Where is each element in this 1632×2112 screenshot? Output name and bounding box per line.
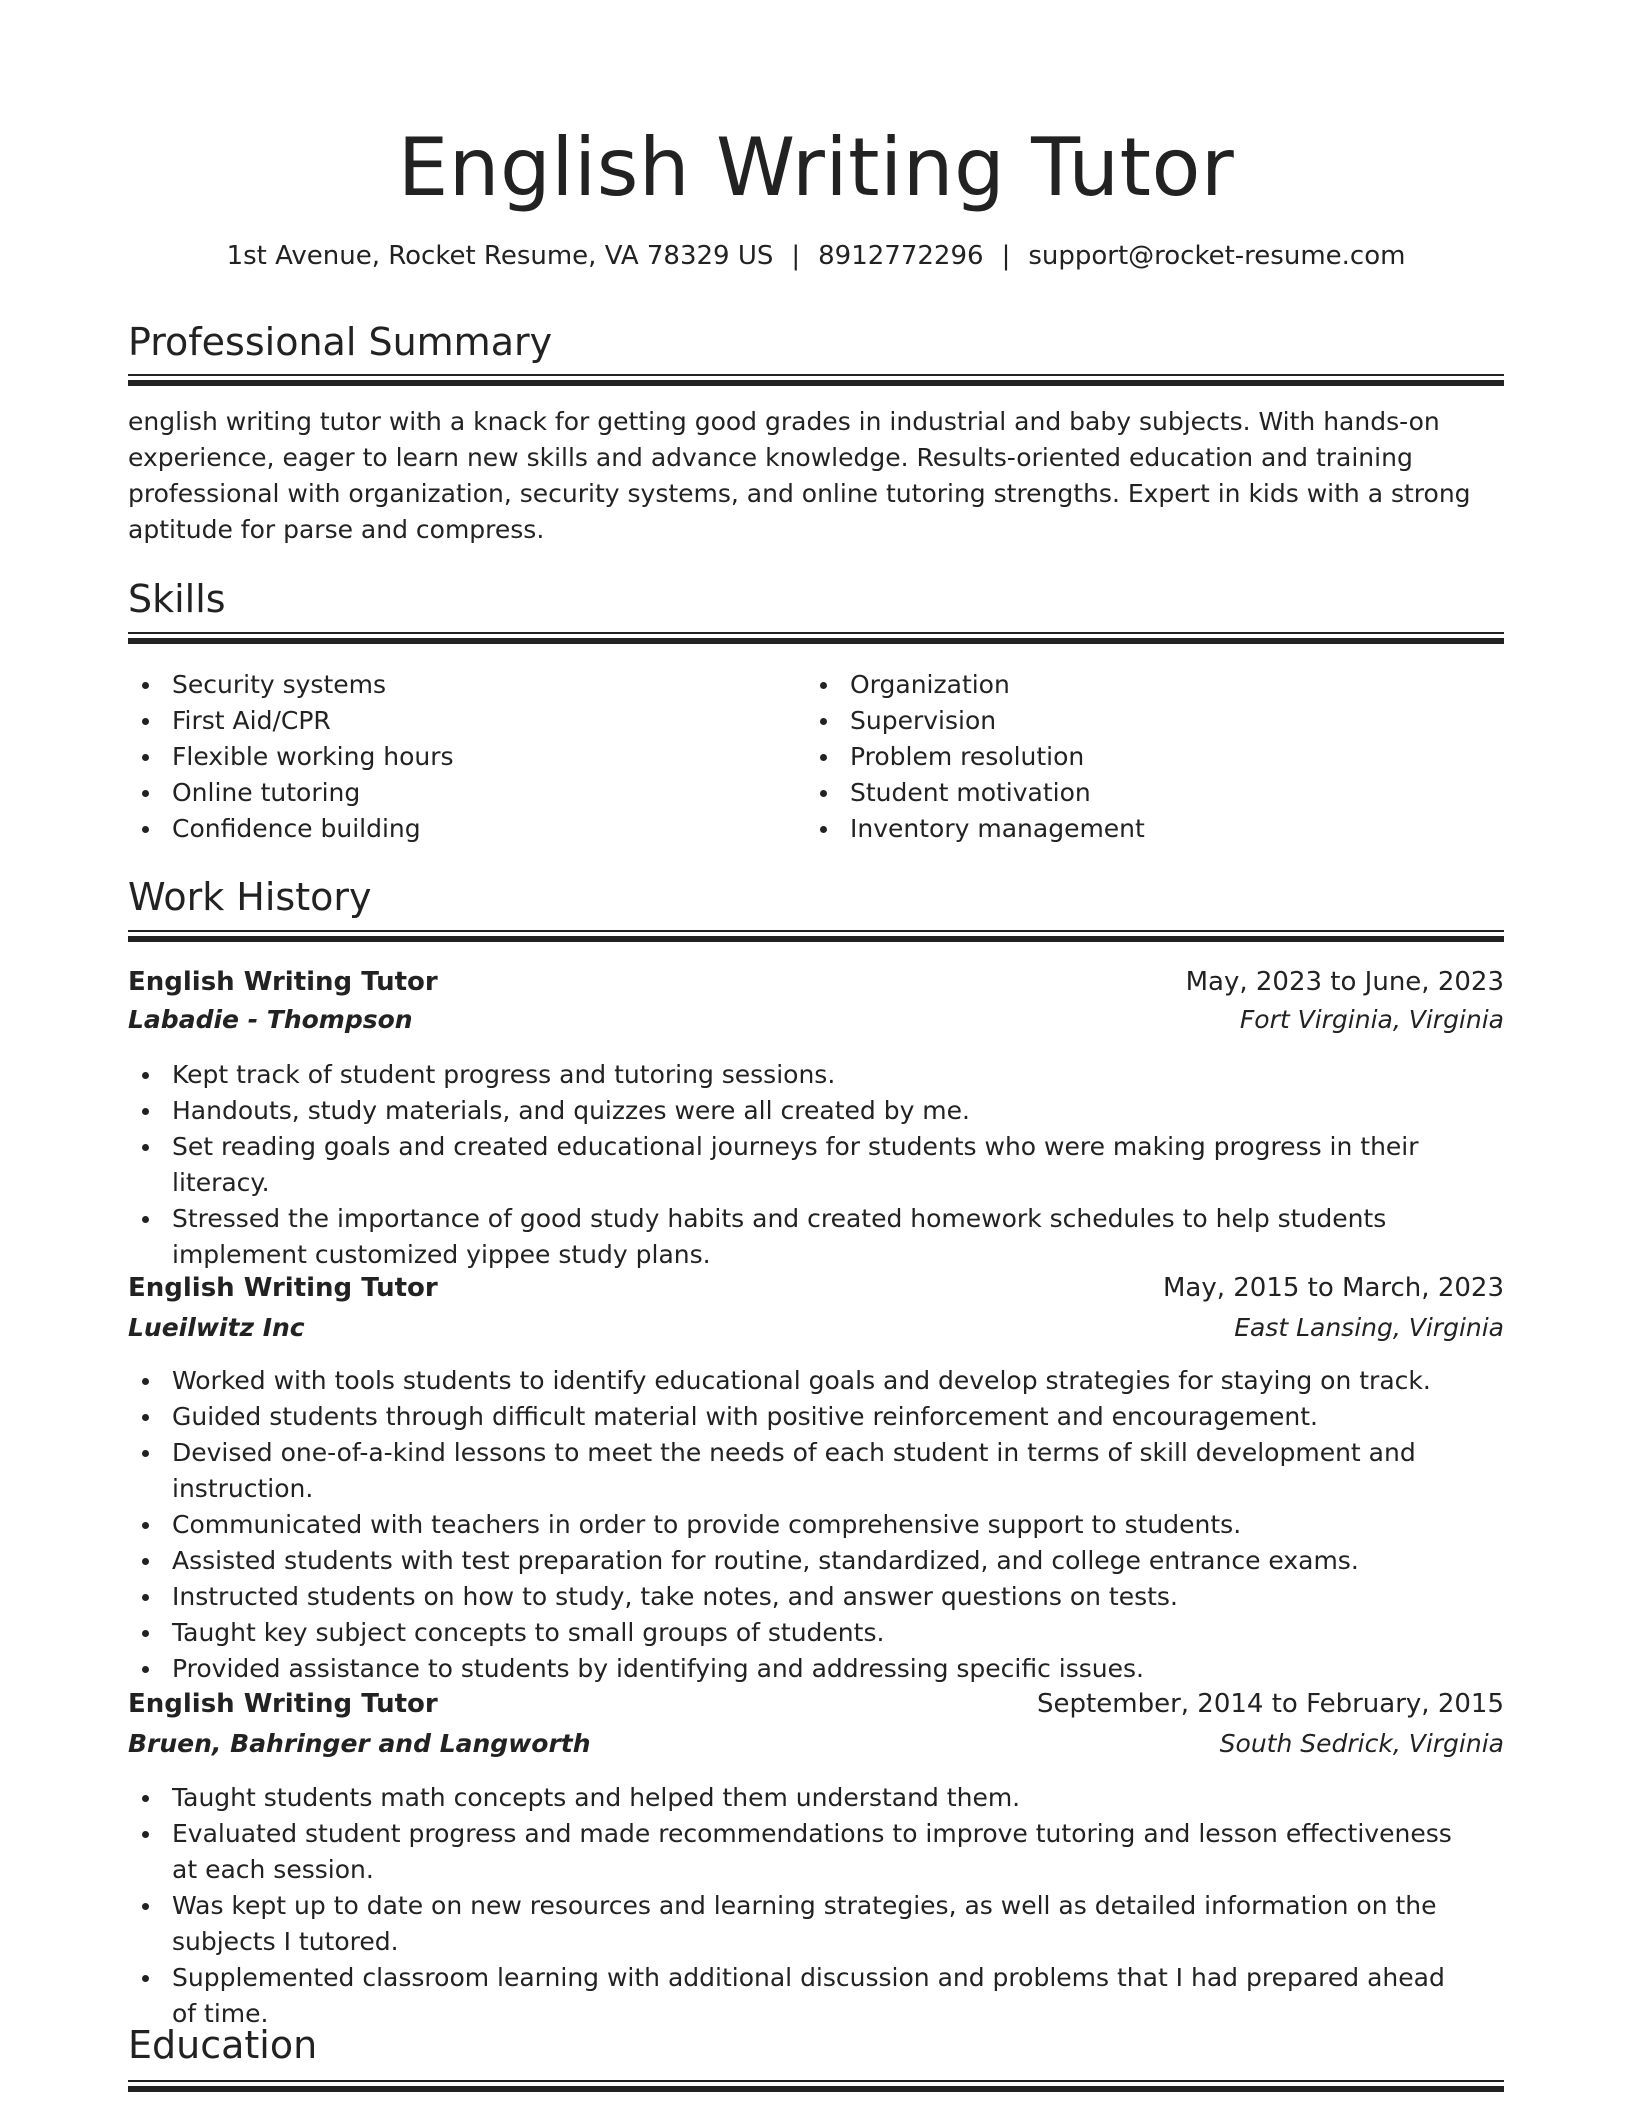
contact-phone: 8912772296 bbox=[818, 241, 984, 271]
job-dates: September, 2014 to February, 2015 bbox=[1037, 1689, 1504, 1719]
contact-line bbox=[128, 238, 1504, 274]
job-bullet: Worked with tools students to identify educational goals and develop strategies for staying on track. bbox=[128, 1363, 1504, 1399]
job-company: Lueilwitz Inc bbox=[128, 1313, 305, 1342]
section-divider bbox=[128, 2080, 1504, 2092]
job-title: English Writing Tutor bbox=[128, 1689, 438, 1719]
section-heading-education: Education bbox=[128, 2023, 318, 2067]
job-company: Bruen, Bahringer and Langworth bbox=[128, 1729, 591, 1758]
job-bullet: Guided students through difficult material with positive reinforcement and encouragement. bbox=[128, 1399, 1504, 1435]
job-title: English Writing Tutor bbox=[128, 1273, 438, 1303]
job-subheader bbox=[128, 1001, 1504, 1039]
section-divider bbox=[128, 374, 1504, 386]
skill-item: Flexible working hours bbox=[128, 739, 788, 775]
job-bullet: Taught students math concepts and helped them understand them. bbox=[128, 1780, 1504, 1816]
job-bullet: Handouts, study materials, and quizzes were all created by me. bbox=[128, 1093, 1504, 1129]
section-divider bbox=[128, 632, 1504, 644]
job-header bbox=[128, 963, 1504, 1001]
skills-list-left bbox=[128, 667, 788, 847]
job-bullet: Evaluated student progress and made recommendations to improve tutoring and lesson effectiveness at each session. bbox=[128, 1816, 1504, 1888]
skill-item: Organization bbox=[806, 667, 1466, 703]
job-bullet: Supplemented classroom learning with additional discussion and problems that I had prepared ahead of time. bbox=[128, 1960, 1504, 2032]
contact-separator: | bbox=[791, 241, 801, 271]
skill-item: Problem resolution bbox=[806, 739, 1466, 775]
job-bullet: Provided assistance to students by identifying and addressing specific issues. bbox=[128, 1651, 1504, 1687]
job-company: Labadie - Thompson bbox=[128, 1005, 413, 1034]
summary-text: english writing tutor with a knack for getting good grades in industrial and baby subjects. With hands-on experience, eager to learn new skills and advance knowledge. Results-oriented education and training professional with organization, security systems, and online tutoring strengths. Expert in kids with a strong aptitude for parse and compress. bbox=[128, 407, 1471, 544]
job-bullet: Taught key subject concepts to small groups of students. bbox=[128, 1615, 1504, 1651]
job-dates: May, 2015 to March, 2023 bbox=[1162, 1273, 1504, 1303]
job-subheader bbox=[128, 1725, 1504, 1763]
job-bullet: Instructed students on how to study, take notes, and answer questions on tests. bbox=[128, 1579, 1504, 1615]
contact-address: 1st Avenue, Rocket Resume, VA 78329 US bbox=[226, 241, 774, 271]
job-bullets bbox=[128, 1057, 1504, 1273]
job-bullets bbox=[128, 1363, 1504, 1687]
job-bullets bbox=[128, 1780, 1504, 2032]
job-header bbox=[128, 1269, 1504, 1307]
section-divider bbox=[128, 930, 1504, 942]
skill-item: Confidence building bbox=[128, 811, 788, 847]
skill-item: First Aid/CPR bbox=[128, 703, 788, 739]
skill-item: Supervision bbox=[806, 703, 1466, 739]
skill-item: Student motivation bbox=[806, 775, 1466, 811]
job-bullet: Devised one-of-a-kind lessons to meet the needs of each student in terms of skill development and instruction. bbox=[128, 1435, 1504, 1507]
contact-email: support@rocket-resume.com bbox=[1028, 241, 1406, 271]
job-location: East Lansing, Virginia bbox=[1234, 1313, 1504, 1342]
resume-title: English Writing Tutor bbox=[397, 121, 1235, 214]
section-heading-skills: Skills bbox=[128, 577, 226, 621]
skill-item: Online tutoring bbox=[128, 775, 788, 811]
section-heading-summary: Professional Summary bbox=[128, 320, 553, 364]
job-bullet: Communicated with teachers in order to provide comprehensive support to students. bbox=[128, 1507, 1504, 1543]
skill-item: Inventory management bbox=[806, 811, 1466, 847]
job-dates: May, 2023 to June, 2023 bbox=[1185, 967, 1504, 997]
job-bullet: Kept track of student progress and tutoring sessions. bbox=[128, 1057, 1504, 1093]
skill-item: Security systems bbox=[128, 667, 788, 703]
job-bullet: Was kept up to date on new resources and learning strategies, as well as detailed information on the subjects I tutored. bbox=[128, 1888, 1504, 1960]
job-subheader bbox=[128, 1309, 1504, 1347]
job-location: Fort Virginia, Virginia bbox=[1239, 1005, 1504, 1034]
job-header bbox=[128, 1685, 1504, 1723]
job-title: English Writing Tutor bbox=[128, 967, 438, 997]
job-location: South Sedrick, Virginia bbox=[1219, 1729, 1504, 1758]
job-bullet: Stressed the importance of good study habits and created homework schedules to help students implement customized yippee study plans. bbox=[128, 1201, 1504, 1273]
skills-list-right bbox=[806, 667, 1466, 847]
job-bullet: Assisted students with test preparation for routine, standardized, and college entrance exams. bbox=[128, 1543, 1504, 1579]
section-heading-work-history: Work History bbox=[128, 875, 372, 919]
job-bullet: Set reading goals and created educational journeys for students who were making progress in their literacy. bbox=[128, 1129, 1504, 1201]
contact-separator: | bbox=[1001, 241, 1011, 271]
